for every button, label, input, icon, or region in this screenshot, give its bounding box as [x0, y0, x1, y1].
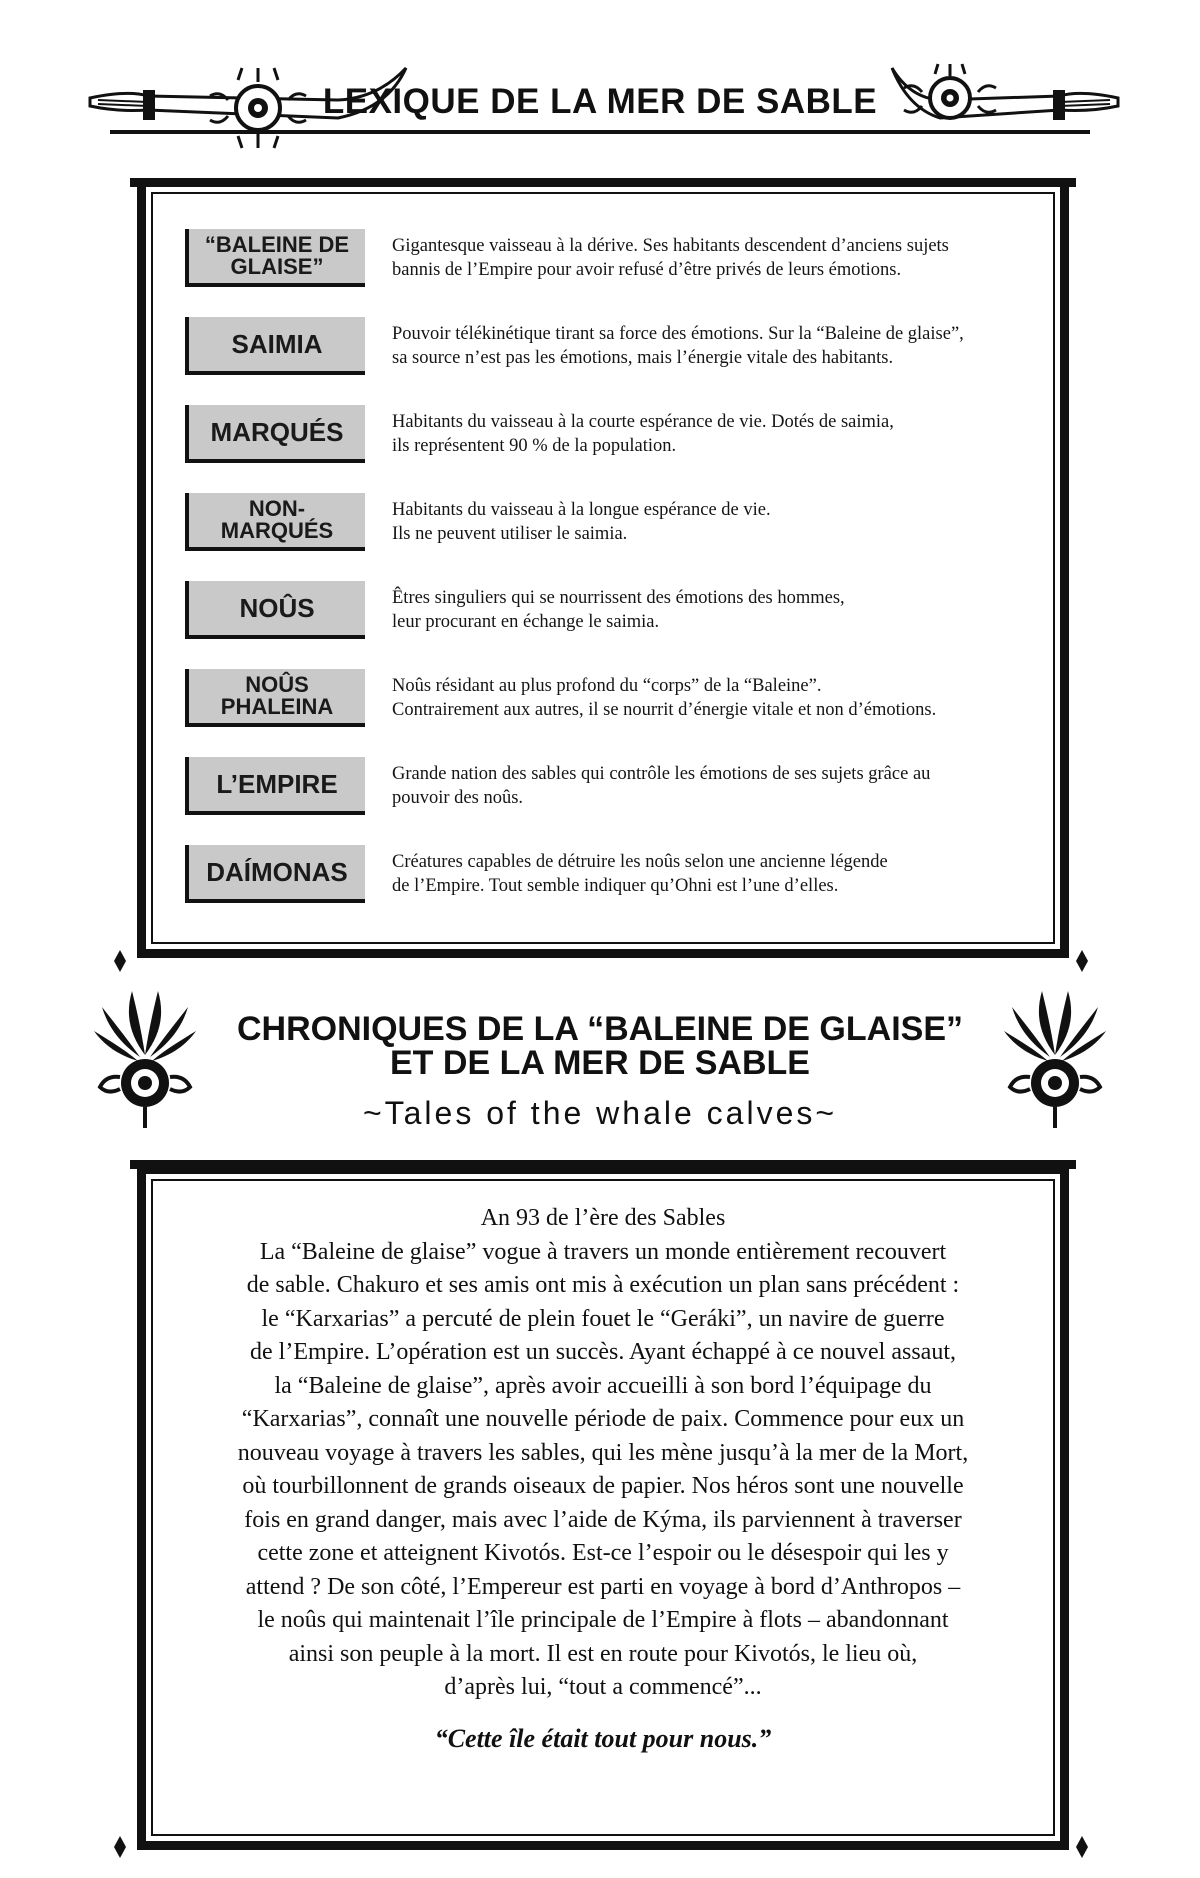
lexicon-entry — [185, 228, 1045, 288]
lexicon-entry — [185, 404, 1045, 464]
chronicles-title: CHRONIQUES DE LA “BALEINE DE GLAISE” ET DE LA MER DE SABLE — [236, 1010, 964, 1082]
lexicon-definition: Êtres singuliers qui se nourrissent des émotions des hommes, leur procurant en échange le saimia. — [392, 587, 845, 632]
lexicon-definition: Habitants du vaisseau à la courte espérance de vie. Dotés de saimia, ils représentent 90 % de la population. — [392, 411, 894, 456]
frame-corner-diamond — [114, 1836, 126, 1858]
story-frame-top-bar — [130, 1160, 1076, 1169]
lexicon-frame — [137, 178, 1069, 958]
lexicon-frame-top-bar — [130, 178, 1076, 187]
lexicon-term: L’EMPIRE — [185, 757, 365, 815]
lexicon-definition: Habitants du vaisseau à la longue espérance de vie. Ils ne peuvent utiliser le saimia. — [392, 499, 771, 544]
lexicon-term: MARQUÉS — [185, 405, 365, 463]
lexicon-term: “BALEINE DE GLAISE” — [185, 229, 365, 287]
lexicon-entry — [185, 580, 1045, 640]
story-text: An 93 de l’ère des Sables La “Baleine de glaise” vogue à travers un monde entièrement recouvert de sable. Chakuro et ses amis ont mis à exécution un plan sans précédent : le “Karxarias” a percuté de plein fouet le “Geráki”, un navire de guerre de l’Empire. L’opération est un succès. Ayant échappé à ce nouvel assaut, la “Baleine de glaise”, après avoir accueilli à son bord l’équipage du “Karxarias”, connaît une nouvelle période de paix. Commence pour eux un nouveau voyage à travers les sables, qui les mène jusqu’à la mer de la Mort, où tourbillonnent de grands oiseaux de papier. Nos héros sont une nouvelle fois en grand danger, mais avec l’aide de Kýma, ils parviennent à traverser cette zone et atteignent Kivotós. Est-ce l’espoir ou le désespoir qui les y attend ? De son côté, l’Empereur est parti en voyage à bord d’Anthropos – le noûs qui maintenait l’île principale de l’Empire à flots – abandonnant ainsi son peuple à la mort. Il est en route pour Kivotós, le lieu où, d’après lui, “tout a commencé”... — [237, 1205, 969, 1700]
lexicon-definition: Créatures capables de détruire les noûs selon une ancienne légende de l’Empire. Tout semble indiquer qu’Ohni est l’une d’elles. — [392, 851, 888, 896]
chronicles-subtitle: ~Tales of the whale calves~ — [362, 1095, 838, 1131]
lexicon-title: LEXIQUE DE LA MER DE SABLE — [322, 82, 878, 121]
lexicon-term: NON-MARQUÉS — [185, 493, 365, 551]
lexicon-term: NOÛS — [185, 581, 365, 639]
lexicon-entry — [185, 844, 1045, 904]
lexicon-term: DAÍMONAS — [185, 845, 365, 903]
sword-ornament-right — [890, 60, 1120, 155]
closing-quote: “Cette île était tout pour nous.” — [434, 1724, 772, 1753]
lexicon-definition: Noûs résidant au plus profond du “corps” de la “Baleine”. Contrairement aux autres, il se nourrit d’énergie vitale et non d’émotions. — [392, 675, 937, 720]
lexicon-definition: Gigantesque vaisseau à la dérive. Ses habitants descendent d’anciens sujets bannis de l’Empire pour avoir refusé d’être privés de leurs émotions. — [392, 235, 949, 280]
frame-corner-diamond — [1076, 950, 1088, 972]
frame-corner-diamond — [1076, 1836, 1088, 1858]
lexicon-entry — [185, 668, 1045, 728]
lexicon-term: NOÛS PHALEINA — [185, 669, 365, 727]
lexicon-definition: Grande nation des sables qui contrôle les émotions de ses sujets grâce au pouvoir des noûs. — [392, 763, 931, 808]
lexicon-entry — [185, 492, 1045, 552]
lexicon-entry — [185, 316, 1045, 376]
lexicon-term: SAIMIA — [185, 317, 365, 375]
frame-corner-diamond — [114, 950, 126, 972]
header-underline — [110, 130, 1090, 134]
lexicon-definition: Pouvoir télékinétique tirant sa force des émotions. Sur la “Baleine de glaise”, sa source n’est pas les émotions, mais l’énergie vitale des habitants. — [392, 323, 964, 368]
lexicon-entry — [185, 756, 1045, 816]
